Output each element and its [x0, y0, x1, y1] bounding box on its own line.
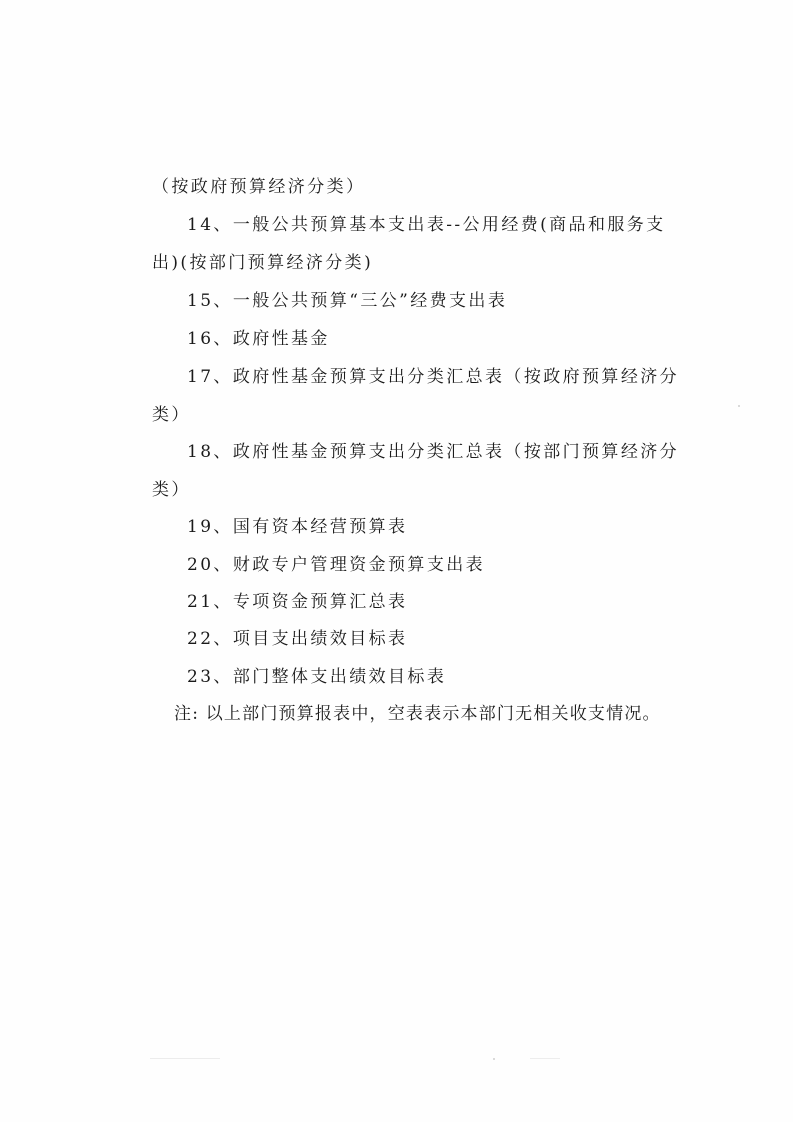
item-18-line-1: 18、政府性基金预算支出分类汇总表（按部门预算经济分: [187, 442, 680, 462]
item-19: 19、国有资本经营预算表: [187, 517, 408, 537]
item-17-line-2: 类）: [152, 405, 191, 425]
footnote: 注: 以上部门预算报表中，空表表示本部门无相关收支情况。: [174, 704, 661, 724]
scan-artifact: [493, 1058, 495, 1060]
item-15: 15、一般公共预算“三公”经费支出表: [187, 291, 508, 311]
item-22: 22、项目支出绩效目标表: [187, 629, 408, 649]
scan-artifact: [150, 1058, 220, 1059]
scan-artifact: [738, 405, 740, 407]
item-23: 23、部门整体支出绩效目标表: [187, 667, 447, 687]
item-17-line-1: 17、政府性基金预算支出分类汇总表（按政府预算经济分: [187, 367, 680, 387]
item-18-line-2: 类）: [152, 480, 191, 500]
item-16: 16、政府性基金: [187, 329, 330, 349]
scan-artifact: [530, 1058, 560, 1059]
item-14-line-2: 出)(按部门预算经济分类): [152, 253, 374, 273]
item-14-line-1: 14、一般公共预算基本支出表--公用经费(商品和服务支: [187, 215, 666, 235]
item-20: 20、财政专户管理资金预算支出表: [187, 555, 486, 575]
item-21: 21、专项资金预算汇总表: [187, 592, 408, 612]
item-13-continuation: （按政府预算经济分类）: [152, 177, 366, 197]
